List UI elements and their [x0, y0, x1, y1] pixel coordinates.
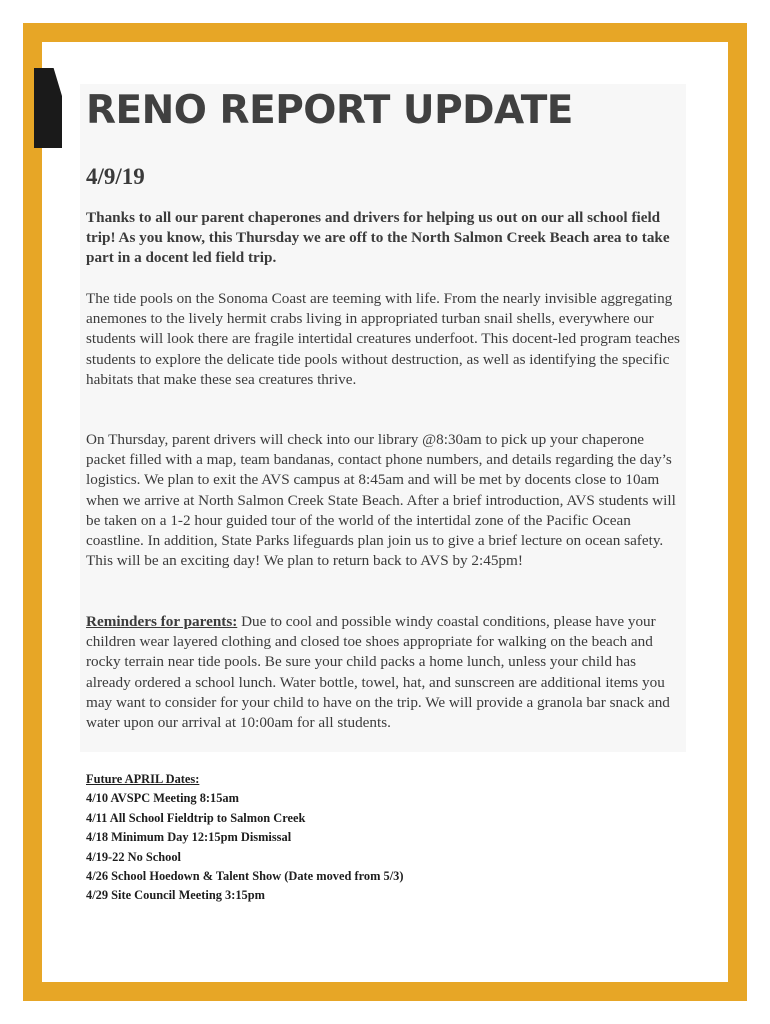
date-item: 4/19-22 No School — [86, 849, 181, 864]
page-title: RENO REPORT UPDATE — [86, 88, 573, 133]
reminders-paragraph — [86, 612, 684, 733]
date-item: 4/10 AVSPC Meeting 8:15am — [86, 791, 239, 806]
date-item: 4/18 Minimum Day 12:15pm Dismissal — [86, 830, 292, 845]
date-item: 4/29 Site Council Meeting 3:15pm — [86, 888, 265, 903]
date-item: 4/26 School Hoedown & Talent Show (Date moved from 5/3) — [86, 869, 404, 884]
intro-paragraph: Thanks to all our parent chaperones and drivers for helping us out on our all school field trip! As you know, this Thursday we are off to the North Salmon Creek Beach area to take part in a docent led field trip. — [86, 209, 670, 267]
tide-pools-paragraph: The tide pools on the Sonoma Coast are teeming with life. From the nearly invisible aggregating anemones to the lively hermit crabs living in appropriated turban snail shells, everywhere our students will look there are fragile intertidal creatures underfoot. This docent-led program teaches students to explore the delicate tide pools without destruction, as well as identifying the specific habitats that make these sea creatures thrive. — [86, 290, 680, 388]
reminders-label: Reminders for parents: — [86, 613, 238, 630]
future-dates-heading: Future APRIL Dates: — [86, 772, 200, 786]
date-item: 4/11 All School Fieldtrip to Salmon Creek — [86, 810, 306, 825]
future-dates-list — [86, 770, 403, 906]
report-date: 4/9/19 — [86, 164, 145, 189]
reminders-text: Due to cool and possible windy coastal conditions, please have your children wear layered clothing and closed toe shoes appropriate for walking on the beach and rocky terrain near tide pools. Be sure your child packs a home lunch, unless your child has already ordered a school lunch. Water bottle, towel, hat, and sunscreen are additional items you may want to consider for your child to have on the trip. We will provide a granola bar snack and water upon our arrival at 10:00am for all students. — [86, 613, 670, 732]
thursday-paragraph: On Thursday, parent drivers will check into our library @8:30am to pick up your chaperone packet filled with a map, team bandanas, contact phone numbers, and details regarding the day’s logistics. We plan to exit the AVS campus at 8:45am and will be met by docents close to 10am when we arrive at North Salmon Creek State Beach. After a brief introduction, AVS students will be taken on a 1-2 hour guided tour of the world of the intertidal zone of the Pacific Ocean coastline. In addition, State Parks lifeguards plan join us to give a brief lecture on ocean safety. This will be an exciting day! We plan to return back to AVS by 2:45pm! — [86, 431, 676, 570]
